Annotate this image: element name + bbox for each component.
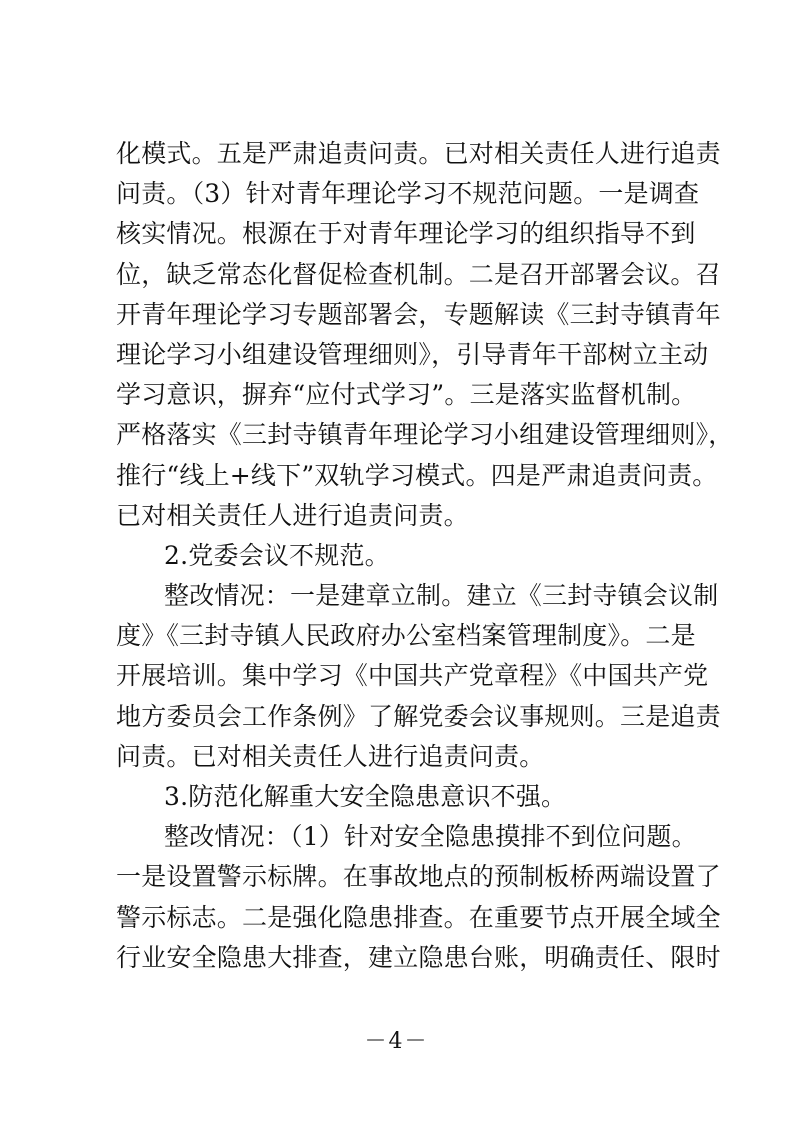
text-line: 问责。（3）针对青年理论学习不规范问题。一是调查 — [116, 179, 700, 209]
text-line: 化模式。五是严肃追责问责。已对相关责任人进行追责 — [116, 139, 721, 168]
text-line: 核实情况。根源在于对青年理论学习的组织指导不到 — [116, 219, 696, 249]
text-line: 整改情况：一是建章立制。建立《三封寺镇会议制 — [164, 581, 719, 611]
text-line: 位，缺乏常态化督促检查机制。二是召开部署会议。召 — [116, 259, 721, 289]
text-line: 度》《三封寺镇人民政府办公室档案管理制度》。二是 — [116, 621, 696, 651]
text-line: 开青年理论学习专题部署会，专题解读《三封寺镇青年 — [116, 299, 721, 329]
text-line: 学习意识，摒弃“应付式学习”。三是落实监督机制。 — [116, 380, 697, 410]
text-line: 问责。已对相关责任人进行追责问责。 — [116, 741, 545, 771]
text-line: 警示标志。二是强化隐患排查。在重要节点开展全域全 — [116, 902, 721, 932]
page-number: －4－ — [364, 1029, 429, 1054]
text-line: 整改情况：（1）针对安全隐患摸排不到位问题。 — [164, 822, 697, 852]
text-line: 严格落实《三封寺镇青年理论学习小组建设管理细则》， — [116, 420, 734, 450]
section-heading: 3.防范化解重大安全隐患意识不强。 — [164, 782, 567, 811]
text-line: 推行“线上+线下”双轨学习模式。四是严肃追责问责。 — [116, 460, 718, 490]
section-heading: 2.党委会议不规范。 — [164, 540, 390, 570]
text-line: 行业安全隐患大排查，建立隐患台账，明确责任、限时 — [116, 942, 721, 972]
text-line: 地方委员会工作条例》了解党委会议事规则。三是追责 — [116, 701, 721, 731]
text-line: 一是设置警示标牌。在事故地点的预制板桥两端设置了 — [116, 862, 721, 892]
text-line: 已对相关责任人进行追责问责。 — [116, 500, 469, 530]
text-line: 开展培训。集中学习《中国共产党章程》《中国共产党 — [116, 661, 709, 691]
text-line: 理论学习小组建设管理细则》，引导青年干部树立主动 — [116, 339, 709, 369]
document-body — [116, 134, 734, 978]
